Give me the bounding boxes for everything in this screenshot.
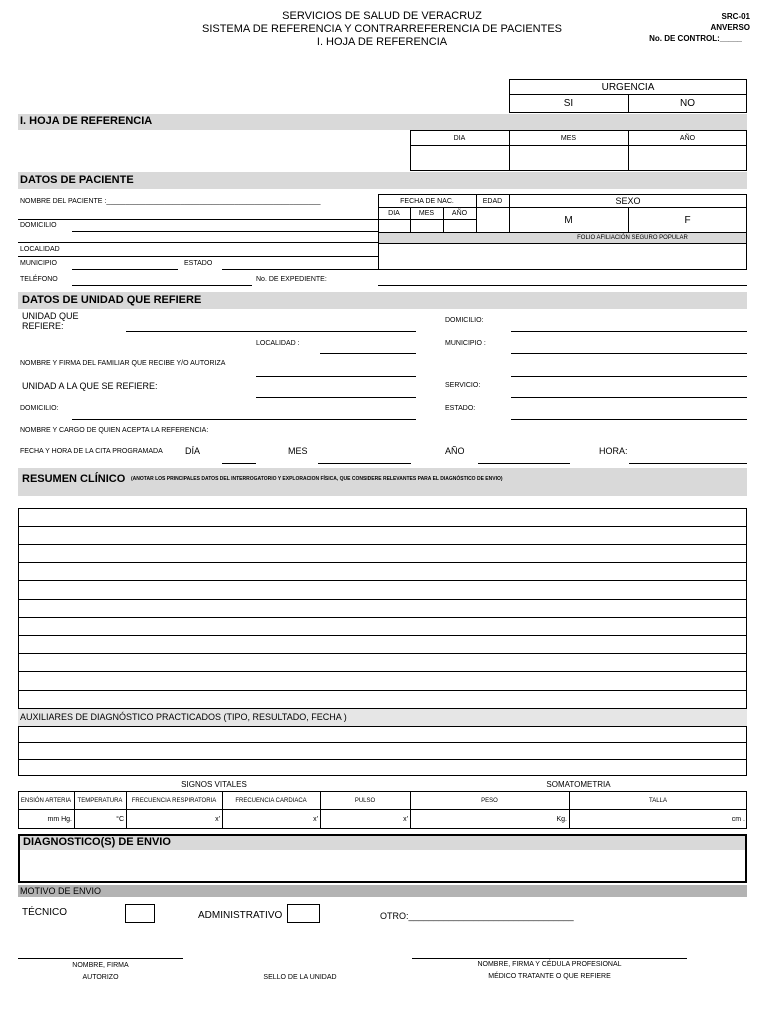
unidad-ala-estado-label: ESTADO: [445,405,476,412]
fecha-cita-label: FECHA Y HORA DE LA CITA PROGRAMADA [20,448,163,455]
resumen-text-area[interactable] [18,508,747,709]
pulso-unit[interactable]: x' [403,816,408,823]
temperatura-unit[interactable]: °C [116,816,124,823]
administrativo-checkbox[interactable] [287,904,320,923]
diagnostico-title: DIAGNOSTICO(S) DE ENVIO [23,836,171,848]
tension-unit[interactable]: mm Hg. [47,816,72,823]
date-mes-label: MES [560,134,577,142]
peso-unit[interactable]: Kg. [556,816,567,823]
unidad-municipio-label: MUNICIPIO : [445,340,486,347]
date-dia-label: DIA [453,134,466,142]
fecha-nac-label: FECHA DE NAC. [400,197,454,205]
nac-anio-label: AÑO [451,210,468,217]
fr-label: FRECUENCIA RESPIRATORIA [131,797,217,804]
sexo-m[interactable]: M [564,214,573,226]
pulso-label: PULSO [354,797,376,804]
unidad-title: DATOS DE UNIDAD QUE REFIERE [22,294,202,306]
firma-medico-line1: NOMBRE, FIRMA Y CÉDULA PROFESIONAL [477,961,622,968]
estado-label: ESTADO [184,260,213,267]
form-code: SRC-01 [721,12,750,21]
sexo-f[interactable]: F [684,214,691,226]
auxiliares-text-area[interactable] [18,726,747,776]
firma-medico-line2: MÉDICO TRATANTE O QUE REFIERE [488,973,611,980]
form-side: ANVERSO [710,23,750,32]
fr-unit[interactable]: x' [215,816,220,823]
municipio-label: MUNICIPIO [20,260,57,267]
hoja-title: I. HOJA DE REFERENCIA [20,115,153,127]
nac-mes-label: MES [418,210,435,217]
motivo-title: MOTIVO DE ENVIO [20,886,102,896]
paciente-title: DATOS DE PACIENTE [20,174,134,186]
date-anio-label: AÑO [679,134,696,142]
talla-unit[interactable]: cm . [731,816,745,823]
tecnico-checkbox[interactable] [125,904,155,923]
unidad-ala-domicilio-label: DOMICILIO: [20,405,59,412]
tension-label: ENSIÓN ARTERIA [20,797,72,804]
talla-label: TALLA [649,797,667,804]
unidad-ala-label: UNIDAD A LA QUE SE REFIERE: [22,381,158,391]
folio-label: FOLIO AFILIACIÓN SEGURO POPULAR [577,235,688,241]
header-line1: SERVICIOS DE SALUD DE VERACRUZ [282,10,482,22]
urgencia-si[interactable]: SI [563,98,574,109]
unidad-localidad-label: LOCALIDAD : [256,340,300,347]
peso-label: PESO [481,797,498,804]
control-number: No. DE CONTROL:_____ [649,34,742,43]
domicilio-label: DOMICILIO [20,222,57,229]
resumen-bar [18,468,747,496]
edad-label: EDAD [482,197,503,205]
nombre-paciente-label: NOMBRE DEL PACIENTE :_______________________________________________________ [20,198,321,205]
resumen-note: (ANOTAR LOS PRINCIPALES DATOS DEL INTERROGATORIO Y EXPLORACION FÍSICA, QUE CONSIDERE RELEVANTES PARA EL DIAGNÓSTICO DE ENVIO) [131,476,503,482]
fc-label: FRECUENCIA CARDIACA [235,797,307,804]
temperatura-label: TEMPERATURA [77,797,123,804]
cargo-label: NOMBRE Y CARGO DE QUIEN ACEPTA LA REFERENCIA: [20,427,209,434]
administrativo-label: ADMINISTRATIVO [198,910,283,921]
telefono-label: TELÉFONO [20,276,58,283]
somatometria-title: SOMATOMETRIA [546,780,611,789]
expediente-label: No. DE EXPEDIENTE: [256,276,327,283]
nac-dia-label: DIA [388,210,400,217]
auxiliares-title: AUXILIARES DE DIAGNÓSTICO PRACTICADOS (TIPO, RESULTADO, FECHA ) [20,712,347,722]
servicio-label: SERVICIO: [445,382,481,389]
familiar-label: NOMBRE Y FIRMA DEL FAMILIAR QUE RECIBE Y/O AUTORIZA [20,360,226,367]
resumen-title: RESUMEN CLÍNICO [22,473,126,485]
header-line3: I. HOJA DE REFERENCIA [316,36,448,48]
unidad-domicilio-label: DOMICILIO: [445,317,484,324]
unidad-que-label: UNIDAD QUE [22,311,79,321]
cita-anio-label: AÑO [445,446,465,456]
header-line2: SISTEMA DE REFERENCIA Y CONTRARREFERENCIA DE PACIENTES [201,23,563,35]
urgencia-no[interactable]: NO [680,98,695,109]
fc-unit[interactable]: x' [313,816,318,823]
sexo-label: SEXO [615,196,641,206]
signos-title: SIGNOS VITALES [181,780,247,789]
cita-mes-label: MES [288,446,308,456]
cita-hora-label: HORA: [599,446,628,456]
sello-unidad-label: SELLO DE LA UNIDAD [263,974,337,981]
cita-dia-label: DÍA [185,446,201,456]
localidad-label: LOCALIDAD [20,246,60,253]
refiere-label: REFIERE: [22,321,64,331]
otro-label[interactable]: OTRO:_________________________________ [380,911,574,921]
firma-autorizo-line2: AUTORIZO [82,974,119,981]
urgencia-title: URGENCIA [601,81,655,93]
firma-autorizo-line1: NOMBRE, FIRMA [72,962,129,969]
tecnico-label: TÉCNICO [22,907,67,918]
